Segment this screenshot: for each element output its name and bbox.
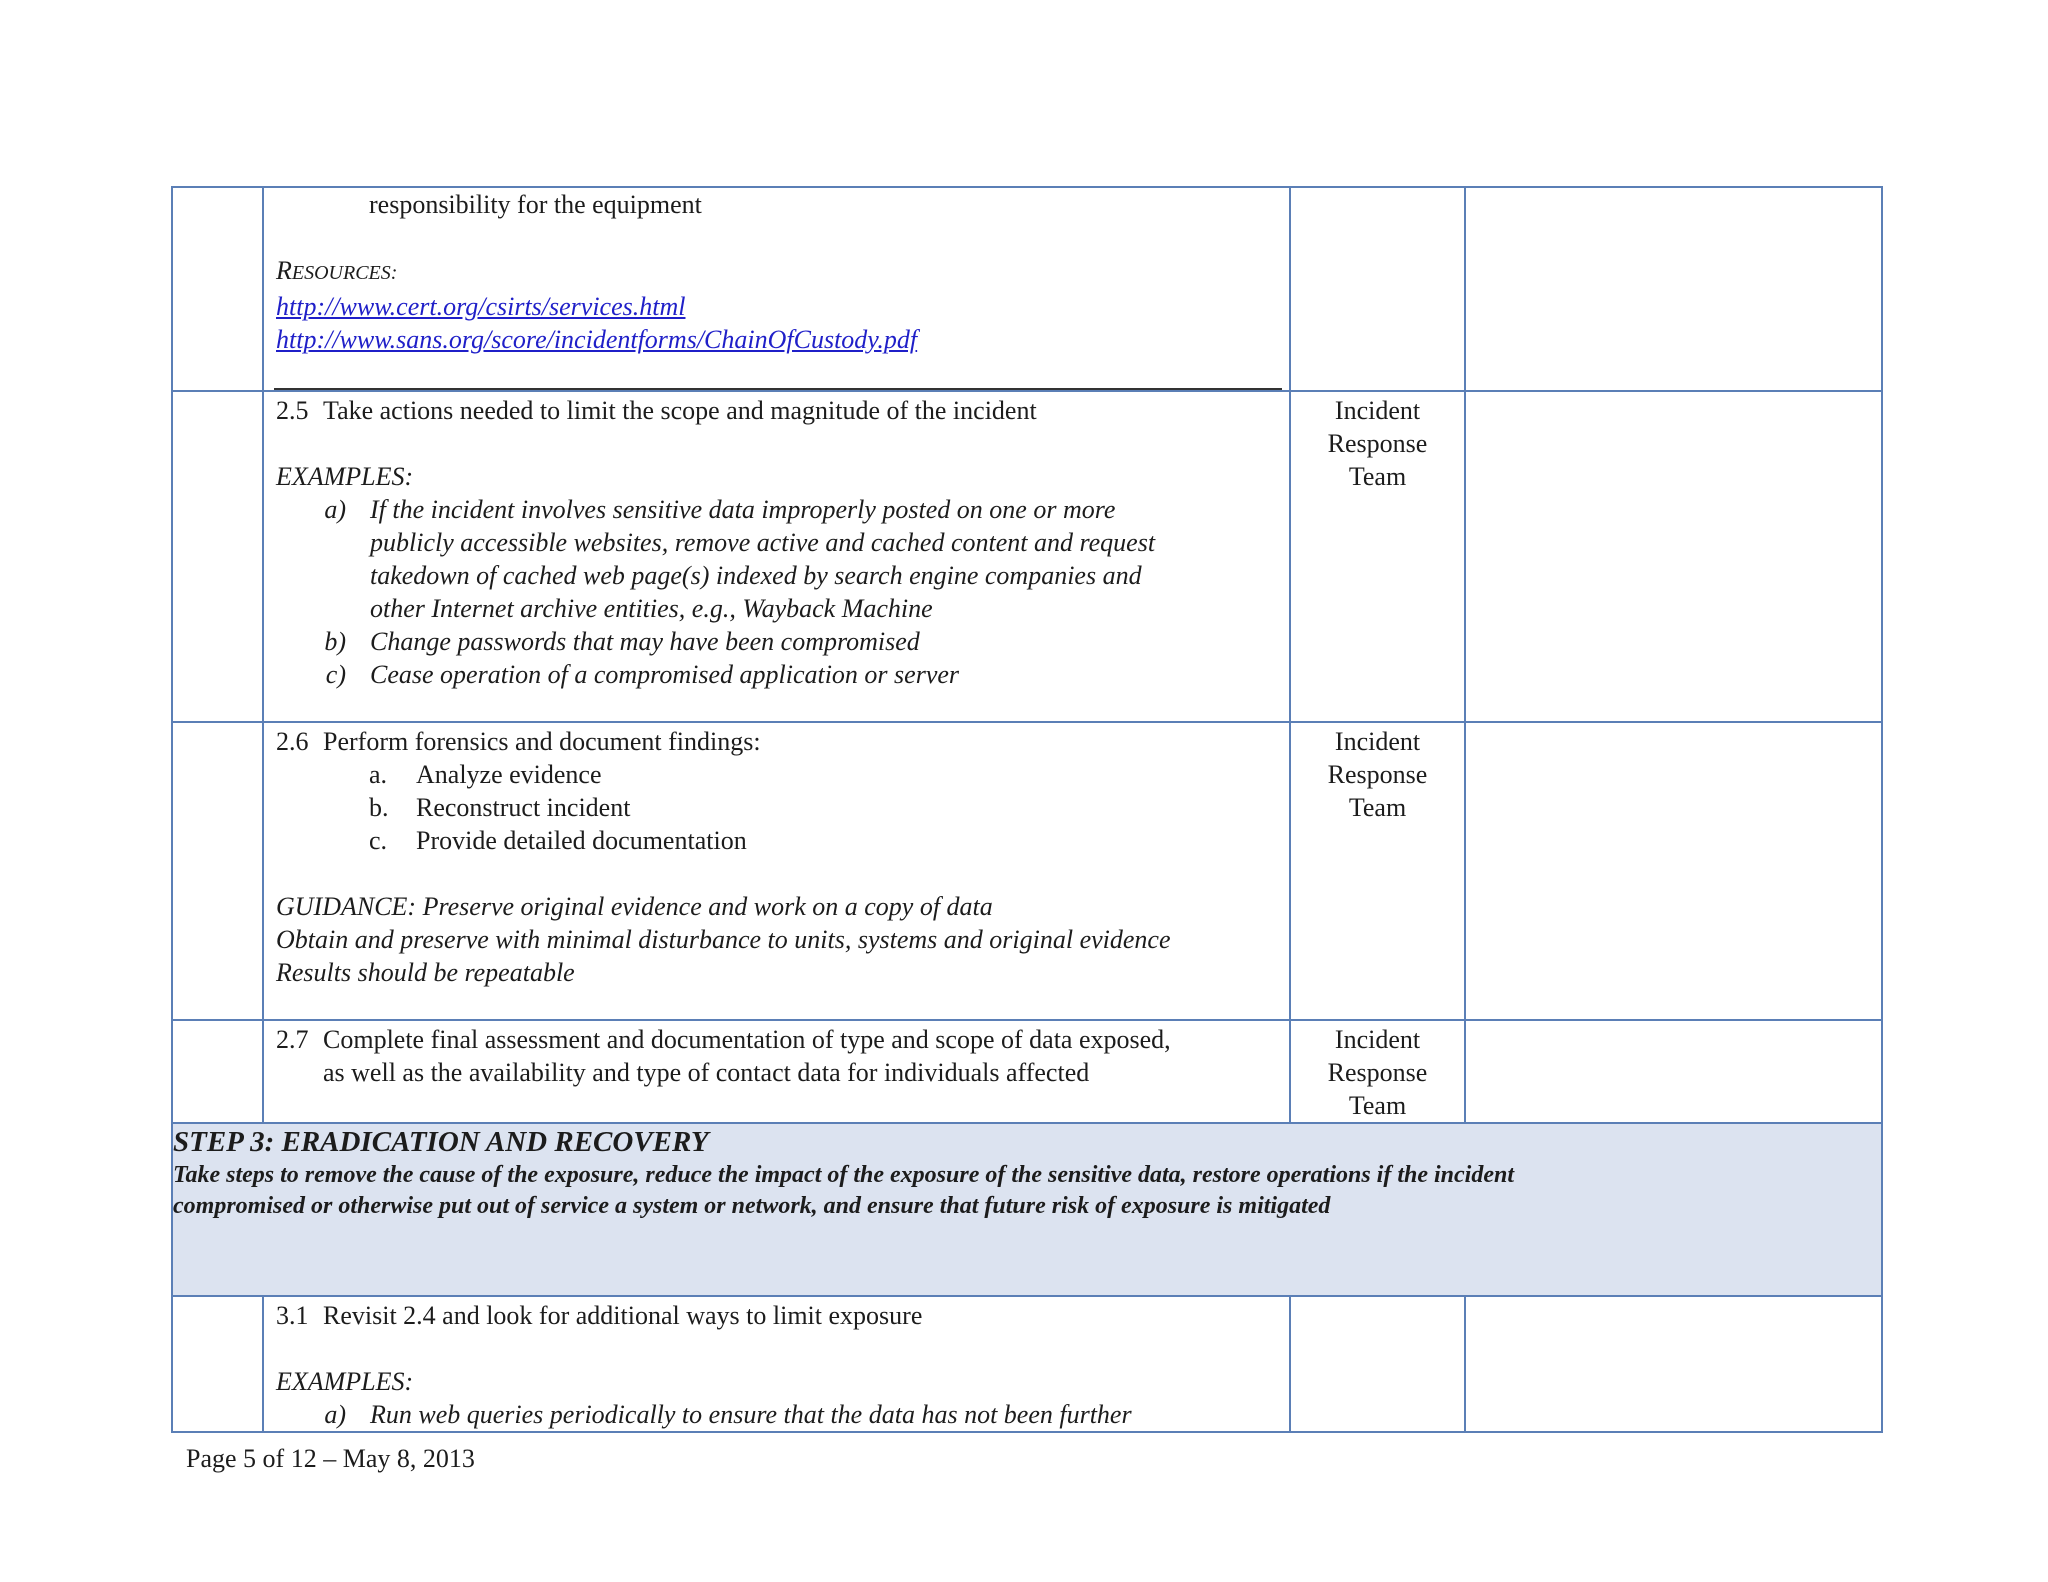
step-number-cell	[172, 187, 263, 391]
step-number-cell	[172, 1296, 263, 1432]
list-item: c. Provide detailed documentation	[369, 826, 747, 855]
guidance-text: Results should be repeatable	[276, 958, 575, 987]
notes-cell	[1465, 187, 1882, 391]
task-number: 2.5	[276, 396, 309, 425]
examples-label: EXAMPLES:	[276, 462, 414, 491]
owner-cell	[1290, 1296, 1465, 1432]
step-number-cell	[172, 391, 263, 722]
divider	[274, 388, 1282, 390]
task-cell	[263, 391, 1290, 722]
step-description: compromised or otherwise put out of service a system or network, and ensure that future risk of exposure is mitigated	[173, 1193, 1331, 1219]
examples-list	[276, 493, 1279, 691]
resources-label: RESOURCES:	[276, 256, 398, 285]
task-text: Revisit 2.4 and look for additional ways to limit exposure	[323, 1301, 923, 1330]
step-title: STEP 3: ERADICATION AND RECOVERY	[173, 1126, 709, 1158]
notes-cell	[1465, 722, 1882, 1020]
task-cell	[263, 1296, 1290, 1432]
examples-label: EXAMPLES:	[276, 1367, 414, 1396]
task-text: Complete final assessment and documentation of type and scope of data exposed, as well as the availability and type of contact data for individuals affected	[323, 1025, 1171, 1087]
table-row	[172, 1296, 1882, 1432]
list-item: a. Analyze evidence	[369, 760, 602, 789]
step-description: Take steps to remove the cause of the exposure, reduce the impact of the exposure of the sensitive data, restore operations if the incident	[173, 1162, 1515, 1188]
procedure-table	[171, 186, 1883, 1433]
owner-cell: Incident Response Team	[1290, 391, 1465, 722]
step-number-cell	[172, 722, 263, 1020]
owner-cell: Incident Response Team	[1290, 1020, 1465, 1123]
notes-cell	[1465, 1020, 1882, 1123]
table-row	[172, 722, 1882, 1020]
notes-cell	[1465, 1296, 1882, 1432]
task-number: 2.7	[276, 1025, 309, 1054]
resource-link-cert[interactable]: http://www.cert.org/csirts/services.html	[276, 292, 686, 321]
table-row	[172, 187, 1882, 391]
step-header-row	[172, 1123, 1882, 1296]
list-item: b) Change passwords that may have been compromised	[324, 627, 920, 656]
task-cell	[263, 1020, 1290, 1123]
page-footer: Page 5 of 12 – May 8, 2013	[186, 1444, 475, 1473]
task-number: 2.6	[276, 727, 309, 756]
step-number-cell	[172, 1020, 263, 1123]
examples-list	[276, 1398, 1279, 1431]
task-cell	[263, 187, 1290, 391]
table-row	[172, 391, 1882, 722]
list-item: c) Cease operation of a compromised application or server	[325, 660, 960, 689]
task-text: Take actions needed to limit the scope and magnitude of the incident	[323, 396, 1037, 425]
owner-cell: Incident Response Team	[1290, 722, 1465, 1020]
task-number: 3.1	[276, 1301, 309, 1330]
list-item: b. Reconstruct incident	[369, 793, 631, 822]
guidance-text: Obtain and preserve with minimal disturbance to units, systems and original evidence	[276, 925, 1171, 954]
owner-cell	[1290, 187, 1465, 391]
guidance-text: GUIDANCE: Preserve original evidence and work on a copy of data	[276, 892, 993, 921]
task-cell	[263, 722, 1290, 1020]
step-header-cell	[172, 1123, 1882, 1296]
steps-list	[276, 758, 1279, 857]
notes-cell	[1465, 391, 1882, 722]
list-item: a) If the incident involves sensitive data improperly posted on one or more publicly accessible websites, remove active and cached content and request takedown of cached web page(s) indexed by search engine companies and other Internet archive entities, e.g., Wayback Machine	[324, 495, 1156, 623]
task-continuation-text: responsibility for the equipment	[369, 190, 702, 219]
task-text: Perform forensics and document findings:	[323, 727, 761, 756]
list-item: a) Run web queries periodically to ensure that the data has not been further	[324, 1400, 1132, 1429]
table-row	[172, 1020, 1882, 1123]
resource-link-sans[interactable]: http://www.sans.org/score/incidentforms/ChainOfCustody.pdf	[276, 325, 918, 354]
